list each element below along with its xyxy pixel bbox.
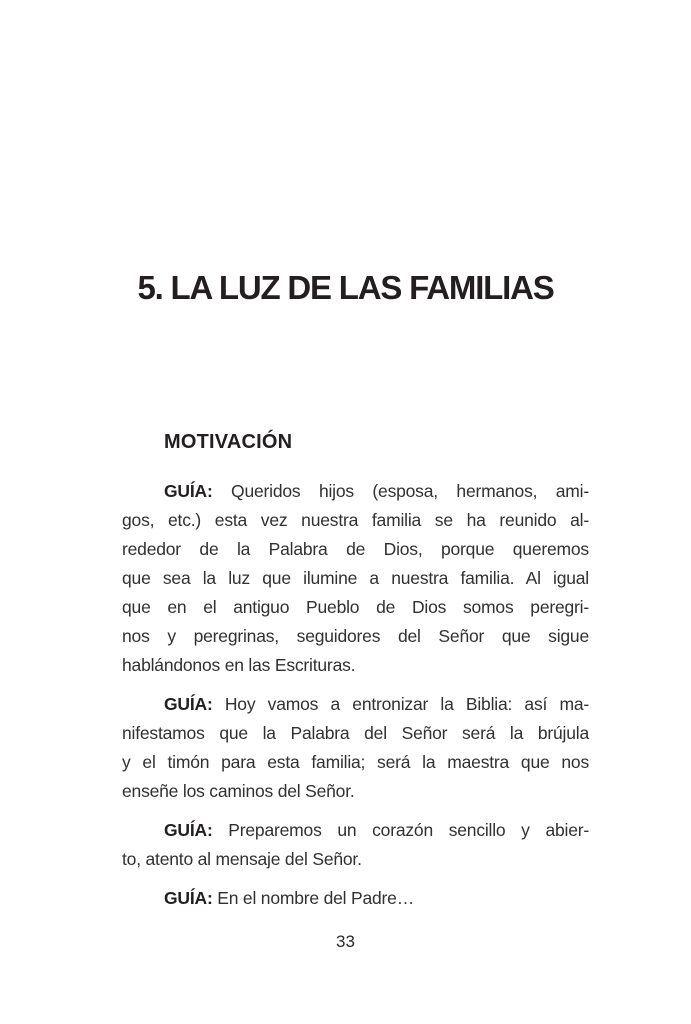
speaker-label: GUÍA:	[164, 820, 213, 840]
text-line: to, atento al mensaje del Señor.	[122, 849, 362, 869]
text-line: nos y peregrinas, seguidores del Señor que sigue	[122, 626, 589, 646]
page-number: 33	[336, 932, 355, 951]
paragraph	[122, 884, 589, 913]
speaker-label: GUÍA:	[164, 694, 213, 714]
text-line: que sea la luz que ilumine a nuestra familia. Al igual	[122, 568, 589, 588]
text-line: hablándonos en las Escrituras.	[122, 655, 356, 675]
text-line: nifestamos que la Palabra del Señor será la brújula	[122, 723, 589, 743]
text-line: y el timón para esta familia; será la maestra que nos	[122, 752, 589, 772]
text-line: que en el antiguo Pueblo de Dios somos peregri-	[122, 597, 589, 617]
text-line: gos, etc.) esta vez nuestra familia se ha reunido al-	[122, 510, 589, 530]
chapter-title: 5. LA LUZ DE LAS FAMILIAS	[137, 269, 554, 306]
paragraph	[122, 690, 589, 806]
speaker-label: GUÍA:	[164, 481, 213, 501]
text-line: GUÍA: Hoy vamos a entronizar la Biblia: así ma-	[164, 694, 589, 714]
paragraph	[122, 816, 589, 874]
page-content	[122, 431, 589, 913]
paragraphs	[122, 477, 589, 913]
text-line: GUÍA: En el nombre del Padre…	[164, 888, 415, 908]
speaker-label: GUÍA:	[164, 888, 213, 908]
text-line: rededor de la Palabra de Dios, porque queremos	[122, 539, 589, 559]
text-line: GUÍA: Preparemos un corazón sencillo y abier-	[164, 820, 589, 840]
paragraph	[122, 477, 589, 680]
text-line: GUÍA: Queridos hijos (esposa, hermanos, ami-	[164, 481, 589, 501]
section-heading: MOTIVACIÓN	[164, 431, 293, 453]
text-line: enseñe los caminos del Señor.	[122, 781, 355, 801]
